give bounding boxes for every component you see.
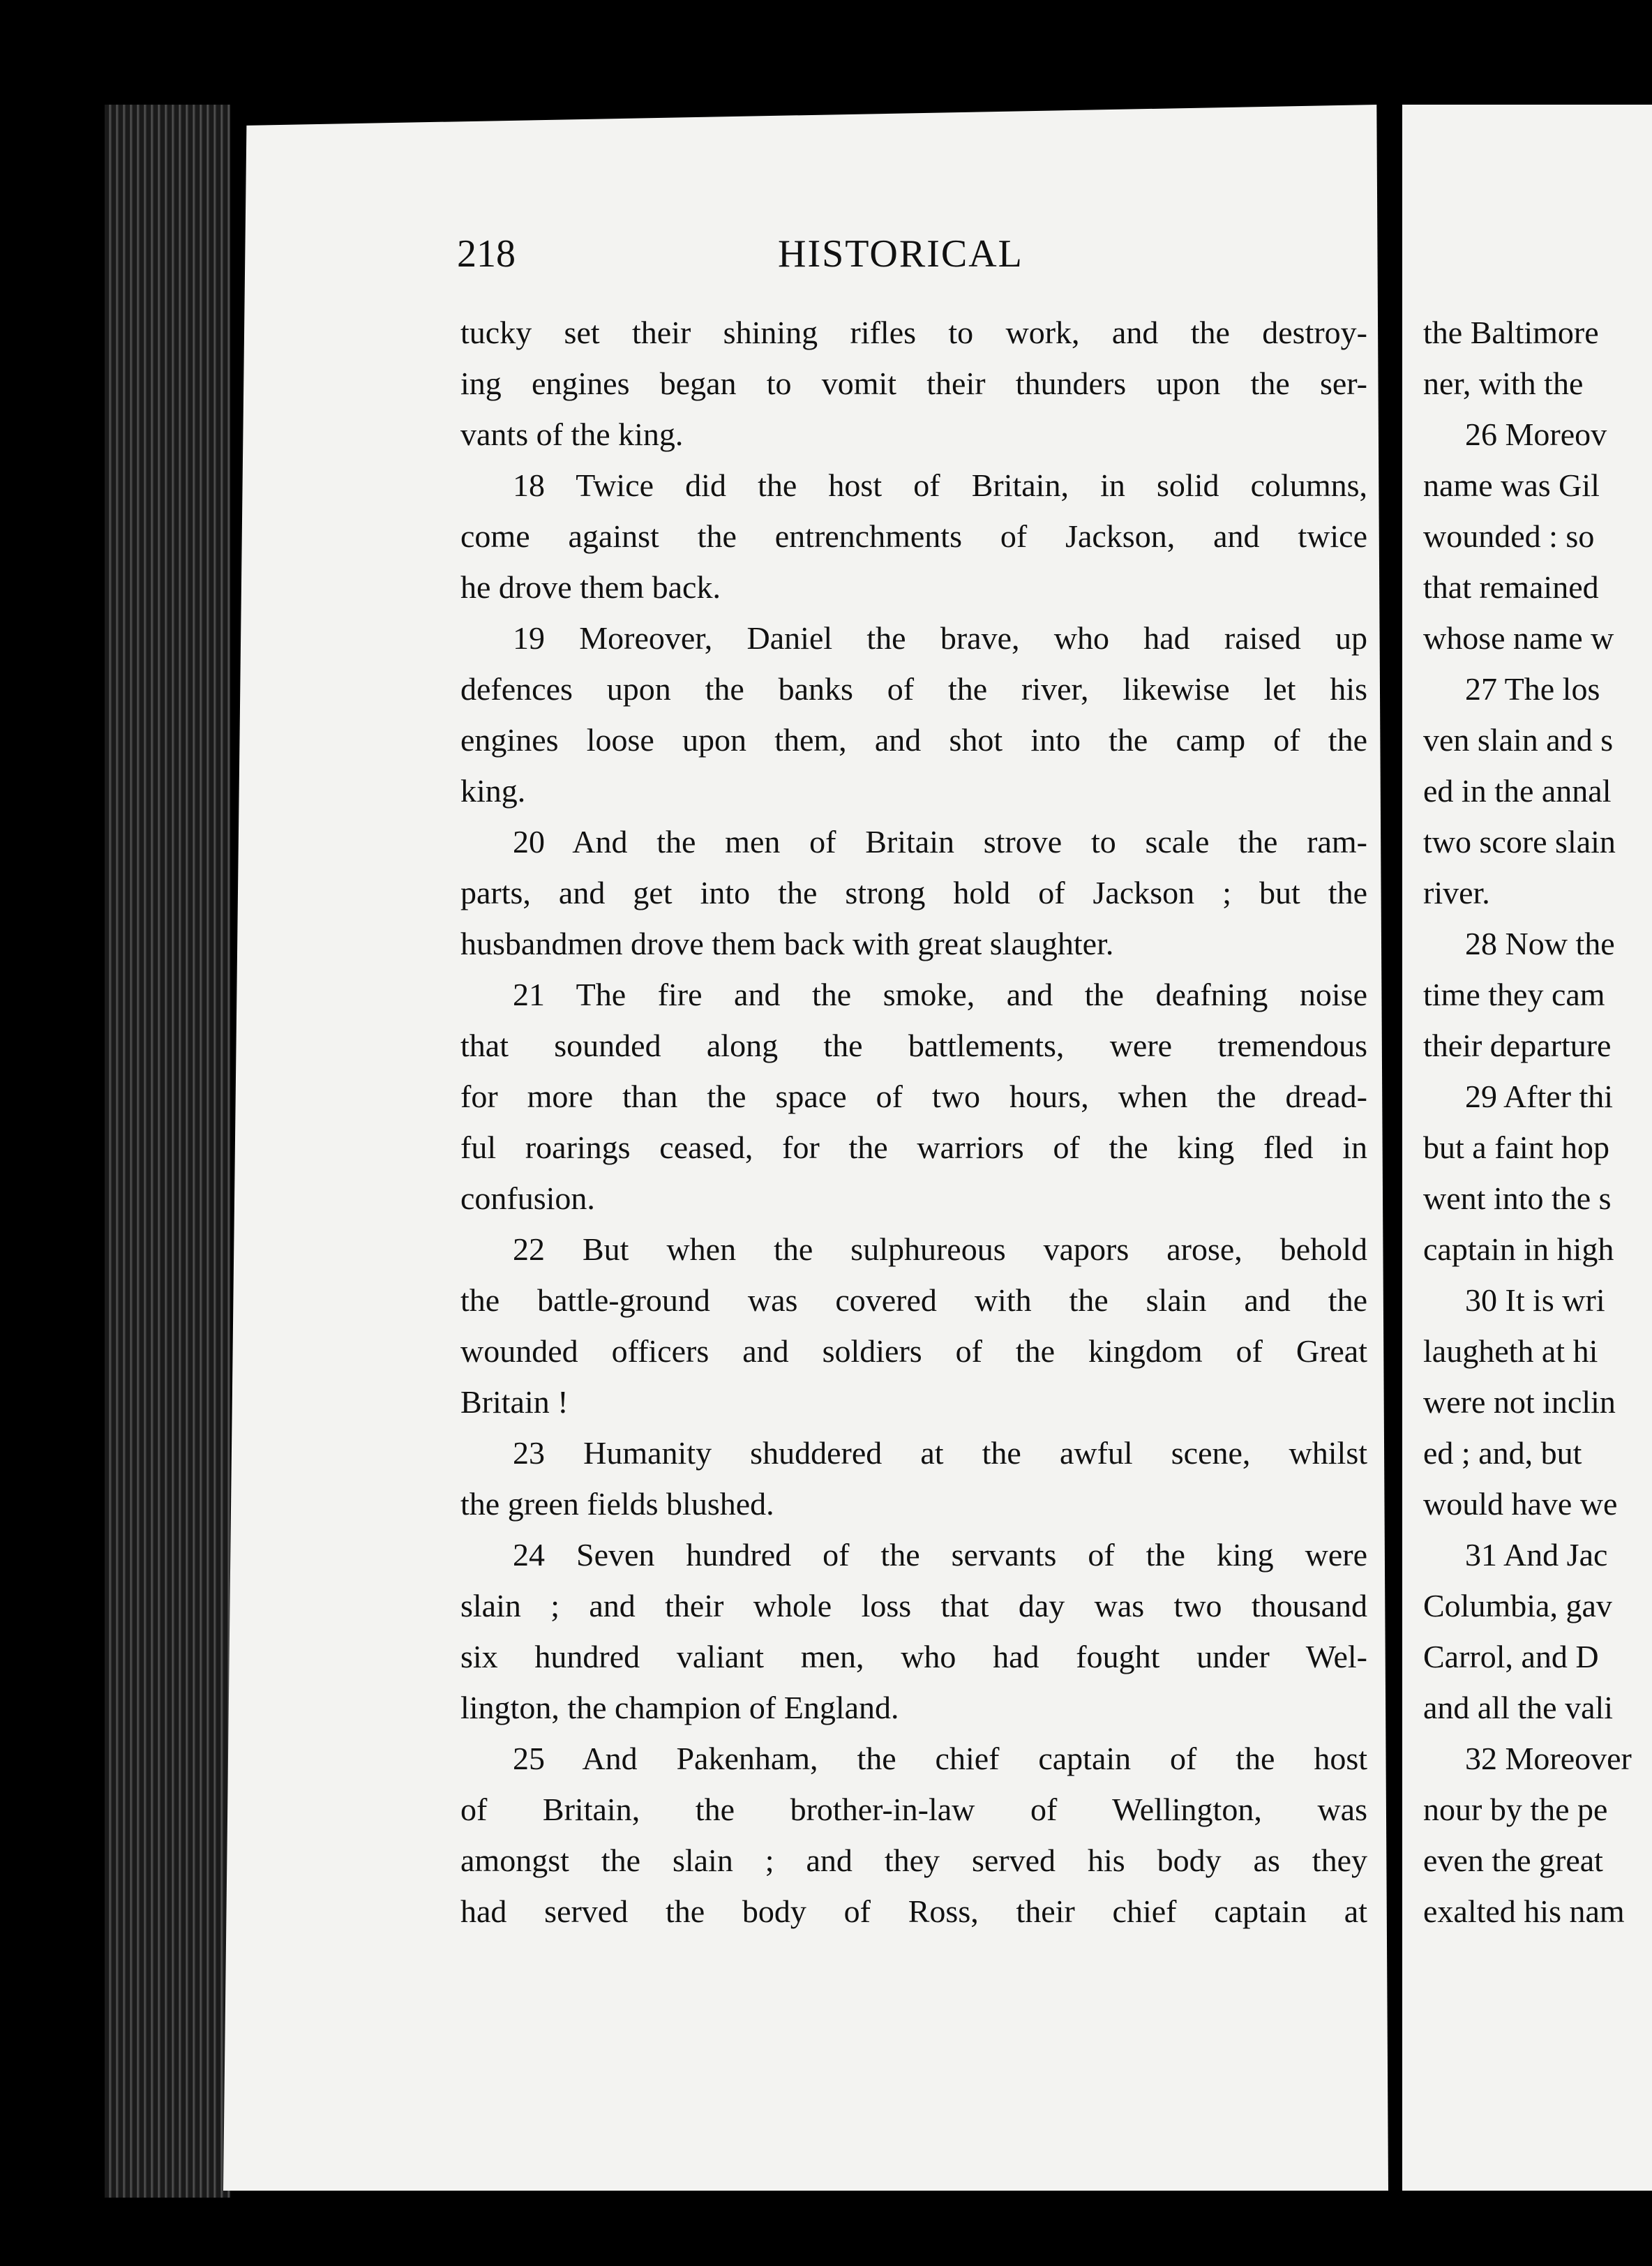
- left-page-text-line: 25 And Pakenham, the chief captain of the host: [513, 1741, 1367, 1776]
- right-page-text-line: captain in high: [1423, 1231, 1614, 1267]
- left-page-text-line: had served the body of Ross, their chief captain at: [460, 1893, 1367, 1929]
- left-page-text-line: king.: [460, 773, 526, 809]
- right-page-text-line: 26 Moreov: [1465, 417, 1607, 452]
- running-head: [457, 232, 1378, 280]
- right-page-text-line: two score slain: [1423, 824, 1616, 860]
- left-page-text-line: tucky set their shining rifles to work, and the destroy-: [460, 315, 1367, 350]
- right-page-text-line: 31 And Jac: [1465, 1537, 1608, 1573]
- left-page-text-line: slain ; and their whole loss that day was two thousand: [460, 1588, 1367, 1623]
- left-page-text-line: amongst the slain ; and they served his body as they: [460, 1843, 1367, 1878]
- left-page-text-line: lington, the champion of England.: [460, 1690, 899, 1725]
- left-page-text-line: confusion.: [460, 1180, 595, 1216]
- left-page-text-line: 24 Seven hundred of the servants of the king were: [513, 1537, 1367, 1573]
- right-page-text-line: Columbia, gav: [1423, 1588, 1612, 1623]
- running-head-title: HISTORICAL: [778, 232, 1023, 276]
- right-page-text-line: ed ; and, but: [1423, 1435, 1582, 1471]
- right-page-text-line: that remained: [1423, 569, 1599, 605]
- right-page-text-line: went into the s: [1423, 1180, 1612, 1216]
- left-page-text-line: six hundred valiant men, who had fought under Wel-: [460, 1639, 1367, 1674]
- right-page-text-line: and all the vali: [1423, 1690, 1614, 1725]
- right-page-text-line: 27 The los: [1465, 671, 1600, 707]
- right-page-text-line: even the great: [1423, 1843, 1603, 1878]
- right-page-text-line: ven slain and s: [1423, 722, 1614, 758]
- left-page-text-line: that sounded along the battlements, were tremendous: [460, 1028, 1367, 1063]
- left-page-text-line: 19 Moreover, Daniel the brave, who had raised up: [513, 620, 1367, 656]
- left-page-text-line: for more than the space of two hours, when the dread-: [460, 1079, 1367, 1114]
- left-page-text-line: he drove them back.: [460, 569, 721, 605]
- book-page-edges: [105, 105, 230, 2198]
- right-page-text-line: time they cam: [1423, 977, 1605, 1012]
- left-page-text-line: 18 Twice did the host of Britain, in solid columns,: [513, 467, 1367, 503]
- right-page-text-line: exalted his nam: [1423, 1893, 1625, 1929]
- right-page-text-line: 30 It is wri: [1465, 1282, 1605, 1318]
- right-page-text-line: laugheth at hi: [1423, 1333, 1598, 1369]
- left-page-text-line: defences upon the banks of the river, likewise let his: [460, 671, 1367, 707]
- left-page-text-line: of Britain, the brother-in-law of Wellington, was: [460, 1792, 1367, 1827]
- right-page-text-line: 32 Moreover: [1465, 1741, 1632, 1776]
- right-page-text-line: Carrol, and D: [1423, 1639, 1599, 1674]
- left-page-text-line: vants of the king.: [460, 417, 684, 452]
- right-page-text-line: ed in the annal: [1423, 773, 1612, 809]
- right-page-text-line: nour by the pe: [1423, 1792, 1608, 1827]
- right-page-text-line: their departure: [1423, 1028, 1612, 1063]
- right-page-text-line: 28 Now the: [1465, 926, 1615, 961]
- left-page-text-line: come against the entrenchments of Jackson, and twice: [460, 518, 1367, 554]
- left-page-text-line: parts, and get into the strong hold of Jackson ; but the: [460, 875, 1367, 910]
- right-page-text-line: river.: [1423, 875, 1490, 910]
- left-page-text-line: 22 But when the sulphureous vapors arose, behold: [513, 1231, 1367, 1267]
- right-page-text-line: ner, with the: [1423, 366, 1584, 401]
- book-gutter: [1392, 105, 1399, 2191]
- left-page-text-line: wounded officers and soldiers of the kingdom of Great: [460, 1333, 1367, 1369]
- left-page-text-line: 21 The fire and the smoke, and the deafning noise: [513, 977, 1367, 1012]
- left-page-text: [460, 307, 1367, 1937]
- left-page-text-line: ing engines began to vomit their thunders upon the ser-: [460, 366, 1367, 401]
- right-page-text-line: name was Gil: [1423, 467, 1600, 503]
- right-page-text-line: whose name w: [1423, 620, 1614, 656]
- page-number: 218: [457, 232, 516, 276]
- left-page-text-line: engines loose upon them, and shot into the camp of the: [460, 722, 1367, 758]
- left-page-text-line: the battle-ground was covered with the slain and the: [460, 1282, 1367, 1318]
- left-page-text-line: 20 And the men of Britain strove to scale the ram-: [513, 824, 1367, 860]
- right-page-text-line: would have we: [1423, 1486, 1618, 1522]
- right-page-text-line: were not inclin: [1423, 1384, 1616, 1420]
- left-page-text-line: the green fields blushed.: [460, 1486, 774, 1522]
- left-page-text-line: 23 Humanity shuddered at the awful scene, whilst: [513, 1435, 1367, 1471]
- right-page-text-line: the Baltimore: [1423, 315, 1599, 350]
- right-page-text-line: wounded : so: [1423, 518, 1595, 554]
- right-page-text-line: 29 After thi: [1465, 1079, 1614, 1114]
- right-page-text-line: but a faint hop: [1423, 1130, 1609, 1165]
- left-page-text-line: Britain !: [460, 1384, 569, 1420]
- right-page-text: [1423, 307, 1652, 1937]
- left-page-text-line: husbandmen drove them back with great slaughter.: [460, 926, 1114, 961]
- left-page-text-line: ful roarings ceased, for the warriors of the king fled in: [460, 1130, 1367, 1165]
